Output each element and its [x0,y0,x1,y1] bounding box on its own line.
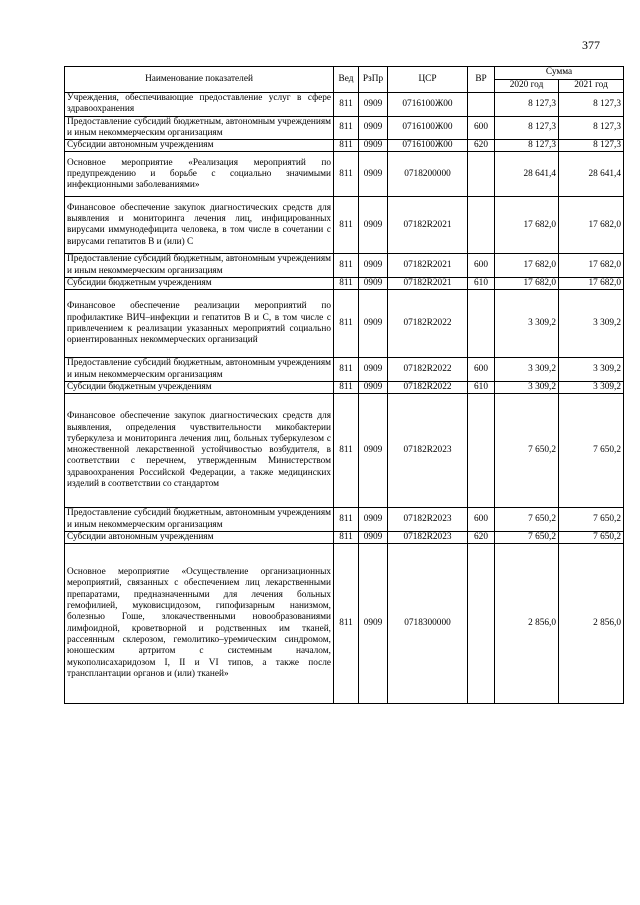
row-csr: 0716100Ж00 [388,116,468,140]
row-rzpr: 0909 [359,278,388,290]
row-vr: 620 [468,140,495,152]
row-sum-2021: 17 682,0 [559,197,624,254]
row-vr [468,197,495,254]
row-rzpr: 0909 [359,152,388,197]
row-name: Предоставление субсидий бюджетным, автономным учреждениям и иным некоммерческим организациям [65,116,334,140]
row-vr: 600 [468,358,495,382]
row-csr: 07182R2023 [388,394,468,508]
row-name: Финансовое обеспечение реализации мероприятий по профилактике ВИЧ–инфекции и гепатитов B и C, в том числе с привлечением к реализации указанных мероприятий социально ориентированных некоммерческих организаций [65,290,334,358]
row-ved: 811 [334,116,359,140]
row-ved: 811 [334,278,359,290]
row-sum-2020: 7 650,2 [495,508,559,532]
row-ved: 811 [334,358,359,382]
row-csr: 07182R2021 [388,278,468,290]
table-row [65,358,624,382]
row-name: Предоставление субсидий бюджетным, автономным учреждениям и иным некоммерческим организациям [65,254,334,278]
row-sum-2021: 7 650,2 [559,394,624,508]
row-sum-2021: 3 309,2 [559,381,624,393]
row-sum-2021: 28 641,4 [559,152,624,197]
header-name: Наименование показателей [65,67,334,93]
row-name: Основное мероприятие «Реализация мероприятий по предупреждению и борьбе с социально значимыми инфекционными заболеваниями» [65,152,334,197]
row-rzpr: 0909 [359,381,388,393]
row-name: Предоставление субсидий бюджетным, автономным учреждениям и иным некоммерческим организациям [65,508,334,532]
row-name: Учреждения, обеспечивающие предоставление услуг в сфере здравоохранения [65,93,334,117]
row-rzpr: 0909 [359,544,388,704]
row-sum-2021: 2 856,0 [559,544,624,704]
table-row [65,290,624,358]
row-sum-2020: 28 641,4 [495,152,559,197]
header-year-2020: 2020 год [495,80,559,93]
table-row [65,544,624,704]
table-row [65,531,624,543]
row-rzpr: 0909 [359,531,388,543]
row-ved: 811 [334,381,359,393]
row-sum-2020: 7 650,2 [495,394,559,508]
table-row [65,197,624,254]
row-sum-2021: 17 682,0 [559,254,624,278]
row-vr: 600 [468,254,495,278]
row-vr: 600 [468,508,495,532]
row-name: Основное мероприятие «Осуществление организационных мероприятий, связанных с обеспечением лиц лекарственными препаратами, предназначенными для лечения больных гемофилией, муковисцидозом, гипофизарным нанизмом, болезнью Гоше, злокачественными новообразованиями лимфоидной, кроветворной и родственных им тканей, рассеянным склерозом, гемолитико–уремическим синдромом, юношеским артритом с системным началом, мукополисахаридозом I, II и VI типов, а также после трансплантации органов и (или) тканей» [65,544,334,704]
row-csr: 0716100Ж00 [388,140,468,152]
row-sum-2021: 17 682,0 [559,278,624,290]
row-rzpr: 0909 [359,290,388,358]
row-sum-2021: 3 309,2 [559,290,624,358]
row-vr [468,394,495,508]
row-sum-2021: 8 127,3 [559,116,624,140]
row-sum-2020: 17 682,0 [495,197,559,254]
row-ved: 811 [334,508,359,532]
row-sum-2021: 7 650,2 [559,531,624,543]
row-ved: 811 [334,394,359,508]
table-row [65,278,624,290]
row-sum-2020: 3 309,2 [495,381,559,393]
row-csr: 0718200000 [388,152,468,197]
row-vr [468,93,495,117]
table-row [65,394,624,508]
row-sum-2020: 8 127,3 [495,116,559,140]
row-csr: 07182R2023 [388,531,468,543]
budget-table [64,66,624,704]
table-row [65,381,624,393]
row-name: Предоставление субсидий бюджетным, автономным учреждениям и иным некоммерческим организациям [65,358,334,382]
row-rzpr: 0909 [359,508,388,532]
row-csr: 0716100Ж00 [388,93,468,117]
row-sum-2020: 8 127,3 [495,93,559,117]
table-row [65,152,624,197]
table-row [65,508,624,532]
row-ved: 811 [334,531,359,543]
row-ved: 811 [334,290,359,358]
row-sum-2021: 3 309,2 [559,358,624,382]
table-row [65,254,624,278]
row-rzpr: 0909 [359,254,388,278]
row-vr [468,544,495,704]
row-sum-2021: 8 127,3 [559,93,624,117]
row-csr: 07182R2021 [388,254,468,278]
row-sum-2020: 3 309,2 [495,358,559,382]
row-name: Субсидии автономным учреждениям [65,531,334,543]
row-sum-2020: 17 682,0 [495,278,559,290]
row-vr: 610 [468,278,495,290]
row-csr: 07182R2022 [388,290,468,358]
row-sum-2020: 2 856,0 [495,544,559,704]
row-ved: 811 [334,544,359,704]
row-name: Субсидии бюджетным учреждениям [65,381,334,393]
row-name: Субсидии автономным учреждениям [65,140,334,152]
row-ved: 811 [334,197,359,254]
row-sum-2021: 7 650,2 [559,508,624,532]
row-vr: 610 [468,381,495,393]
row-csr: 07182R2021 [388,197,468,254]
row-ved: 811 [334,93,359,117]
table-row [65,140,624,152]
row-vr [468,152,495,197]
row-name: Субсидии бюджетным учреждениям [65,278,334,290]
row-sum-2021: 8 127,3 [559,140,624,152]
row-rzpr: 0909 [359,358,388,382]
row-sum-2020: 17 682,0 [495,254,559,278]
page-number: 377 [582,38,600,52]
row-name: Финансовое обеспечение закупок диагностических средств для выявления, определения чувствительности микобактерии туберкулеза и мониторинга лечения лиц, больных туберкулезом с множественной лекарственной устойчивостью возбудителя, в соответствии с перечнем, утвержденным Министерством здравоохранения Российской Федерации, а также медицинских изделий в соответствии со стандартом [65,394,334,508]
row-ved: 811 [334,254,359,278]
row-csr: 07182R2022 [388,358,468,382]
row-vr [468,290,495,358]
row-sum-2020: 8 127,3 [495,140,559,152]
header-csr: ЦСР [388,67,468,93]
row-sum-2020: 7 650,2 [495,531,559,543]
row-ved: 811 [334,152,359,197]
row-rzpr: 0909 [359,197,388,254]
row-csr: 07182R2023 [388,508,468,532]
row-vr: 600 [468,116,495,140]
row-csr: 0718300000 [388,544,468,704]
table-row [65,93,624,117]
table-row [65,116,624,140]
row-ved: 811 [334,140,359,152]
row-rzpr: 0909 [359,93,388,117]
row-vr: 620 [468,531,495,543]
row-rzpr: 0909 [359,140,388,152]
header-ved: Вед [334,67,359,93]
header-vr: ВР [468,67,495,93]
header-sum: Сумма [495,67,624,80]
row-rzpr: 0909 [359,394,388,508]
row-rzpr: 0909 [359,116,388,140]
row-name: Финансовое обеспечение закупок диагностических средств для выявления и мониторинга лечения лиц, инфицированных вирусами иммунодефицита человека, в том числе в сочетании с вирусами гепатитов B и (или) C [65,197,334,254]
header-rzpr: РзПр [359,67,388,93]
row-sum-2020: 3 309,2 [495,290,559,358]
row-csr: 07182R2022 [388,381,468,393]
header-year-2021: 2021 год [559,80,624,93]
